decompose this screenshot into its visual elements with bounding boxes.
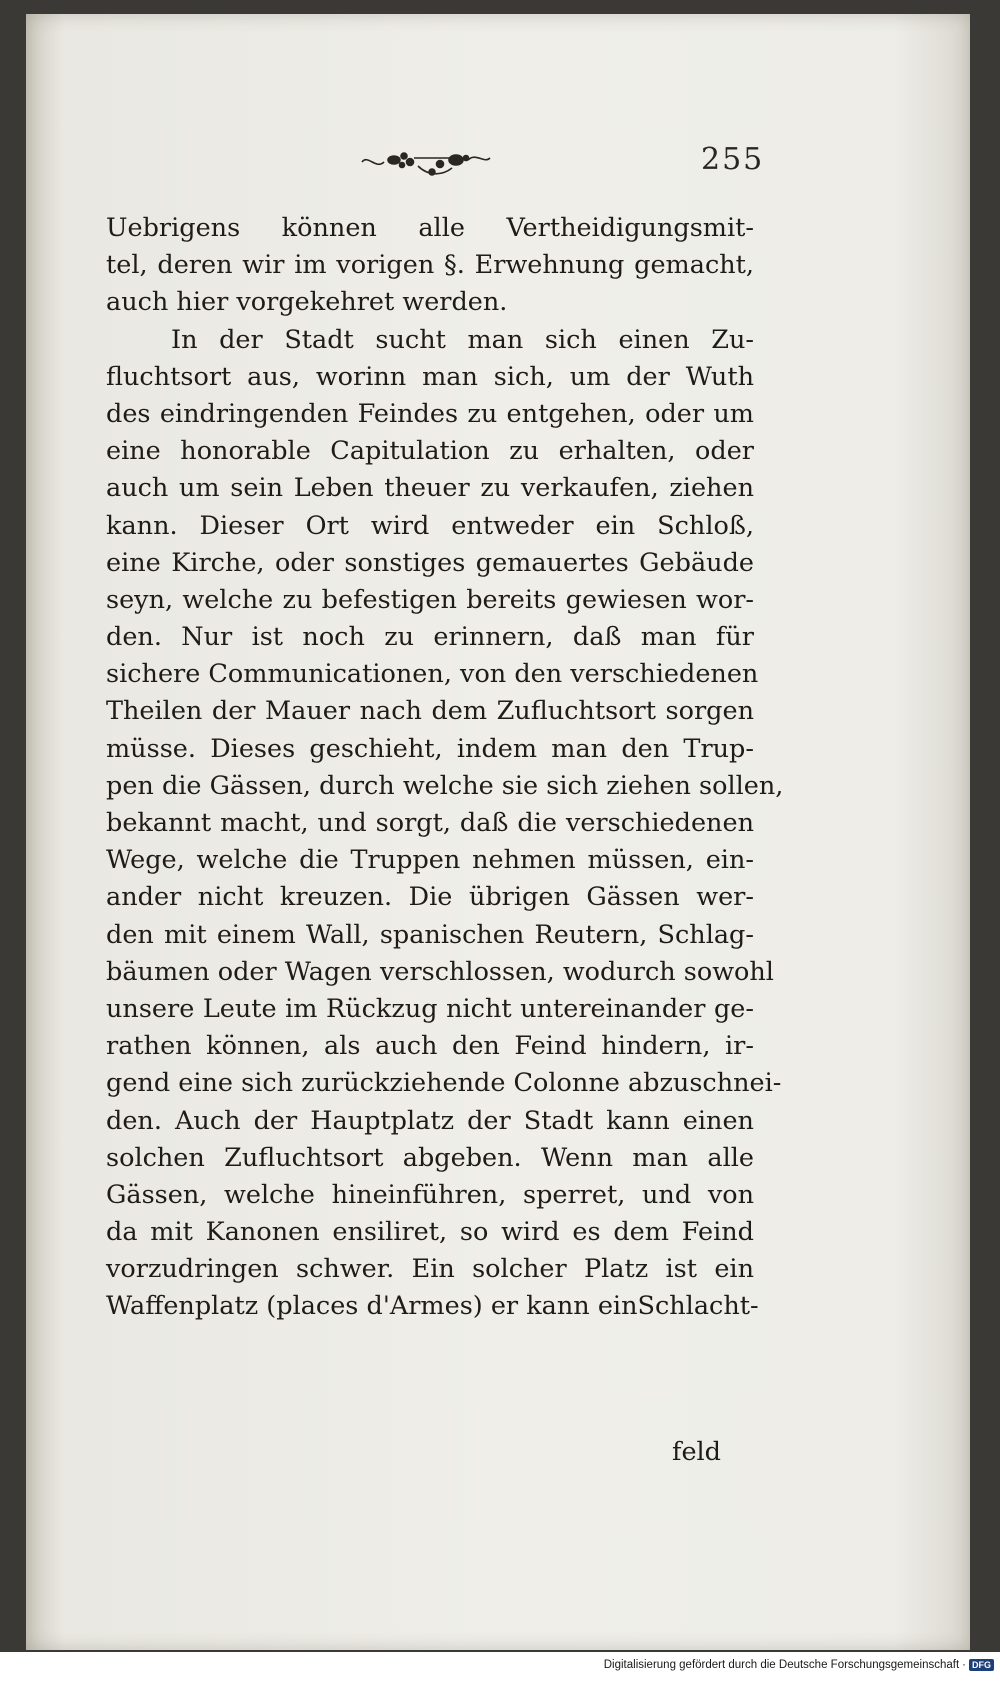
text-line: bekannt macht, und sorgt, daß die verschiedenen xyxy=(106,808,754,838)
text-line: ander nicht kreuzen. Die übrigen Gässen wer- xyxy=(106,882,754,913)
text-line: müsse. Dieses geschieht, indem man den Trup- xyxy=(106,733,754,764)
text-line: solchen Zufluchtsort abgeben. Wenn man alle xyxy=(106,1142,754,1173)
digitization-credit: Digitalisierung gefördert durch die Deutsche Forschungsgemeinschaft · DFG xyxy=(604,1659,994,1671)
dfg-logo-icon: DFG xyxy=(969,1659,994,1671)
text-line: kann. Dieser Ort wird entweder ein Schloß, xyxy=(106,510,754,541)
text-line: gend eine sich zurückziehende Colonne abzuschnei- xyxy=(106,1068,782,1099)
text-line: auch um sein Leben theuer zu verkaufen, ziehen xyxy=(106,473,754,504)
text-line: eine Kirche, oder sonstiges gemauertes Gebäude xyxy=(106,547,754,578)
body-text xyxy=(106,210,784,1326)
text-line: des eindringenden Feindes zu entgehen, oder um xyxy=(106,398,754,429)
text-line: unsere Leute im Rückzug nicht untereinander ge- xyxy=(106,993,754,1024)
text-line: Gässen, welche hineinführen, sperret, und von xyxy=(106,1179,754,1210)
text-line: pen die Gässen, durch welche sie sich ziehen sollen, xyxy=(106,770,784,801)
text-line: rathen können, als auch den Feind hindern, ir- xyxy=(106,1031,754,1062)
text-line: Waffenplatz (places d'Armes) er kann einSchlacht- xyxy=(106,1291,759,1322)
text-line: bäumen oder Wagen verschlossen, wodurch sowohl xyxy=(106,956,774,987)
text-line: fluchtsort aus, worinn man sich, um der Wuth xyxy=(106,361,754,392)
text-line: eine honorable Capitulation zu erhalten, oder xyxy=(106,436,754,467)
printers-ornament xyxy=(356,144,496,184)
text-line: Theilen der Mauer nach dem Zufluchtsort sorgen xyxy=(106,696,754,727)
text-line: da mit Kanonen ensiliret, so wird es dem Feind xyxy=(106,1217,754,1248)
text-line: In der Stadt sucht man sich einen Zu- xyxy=(171,324,754,355)
catchword: feld xyxy=(672,1437,722,1467)
text-line: den. Nur ist noch zu erinnern, daß man für xyxy=(106,622,754,653)
text-line: auch hier vorgekehret werden. xyxy=(106,287,508,318)
text-line: tel, deren wir im vorigen §. Erwehnung gemacht, xyxy=(106,250,754,281)
text-line: vorzudringen schwer. Ein solcher Platz ist ein xyxy=(106,1254,754,1285)
text-line: Uebrigens können alle Vertheidigungsmit- xyxy=(106,213,754,243)
text-line: den mit einem Wall, spanischen Reutern, Schlag- xyxy=(106,919,754,950)
text-line: seyn, welche zu befestigen bereits gewiesen wor- xyxy=(106,584,754,615)
book-page xyxy=(26,14,970,1650)
page-number: 255 xyxy=(701,142,765,177)
text-line: sichere Communicationen, von den verschiedenen xyxy=(106,659,759,690)
text-line: Wege, welche die Truppen nehmen müssen, ein- xyxy=(106,845,754,876)
text-line: den. Auch der Hauptplatz der Stadt kann einen xyxy=(106,1105,754,1136)
credit-text: Digitalisierung gefördert durch die Deutsche Forschungsgemeinschaft xyxy=(603,1659,960,1671)
